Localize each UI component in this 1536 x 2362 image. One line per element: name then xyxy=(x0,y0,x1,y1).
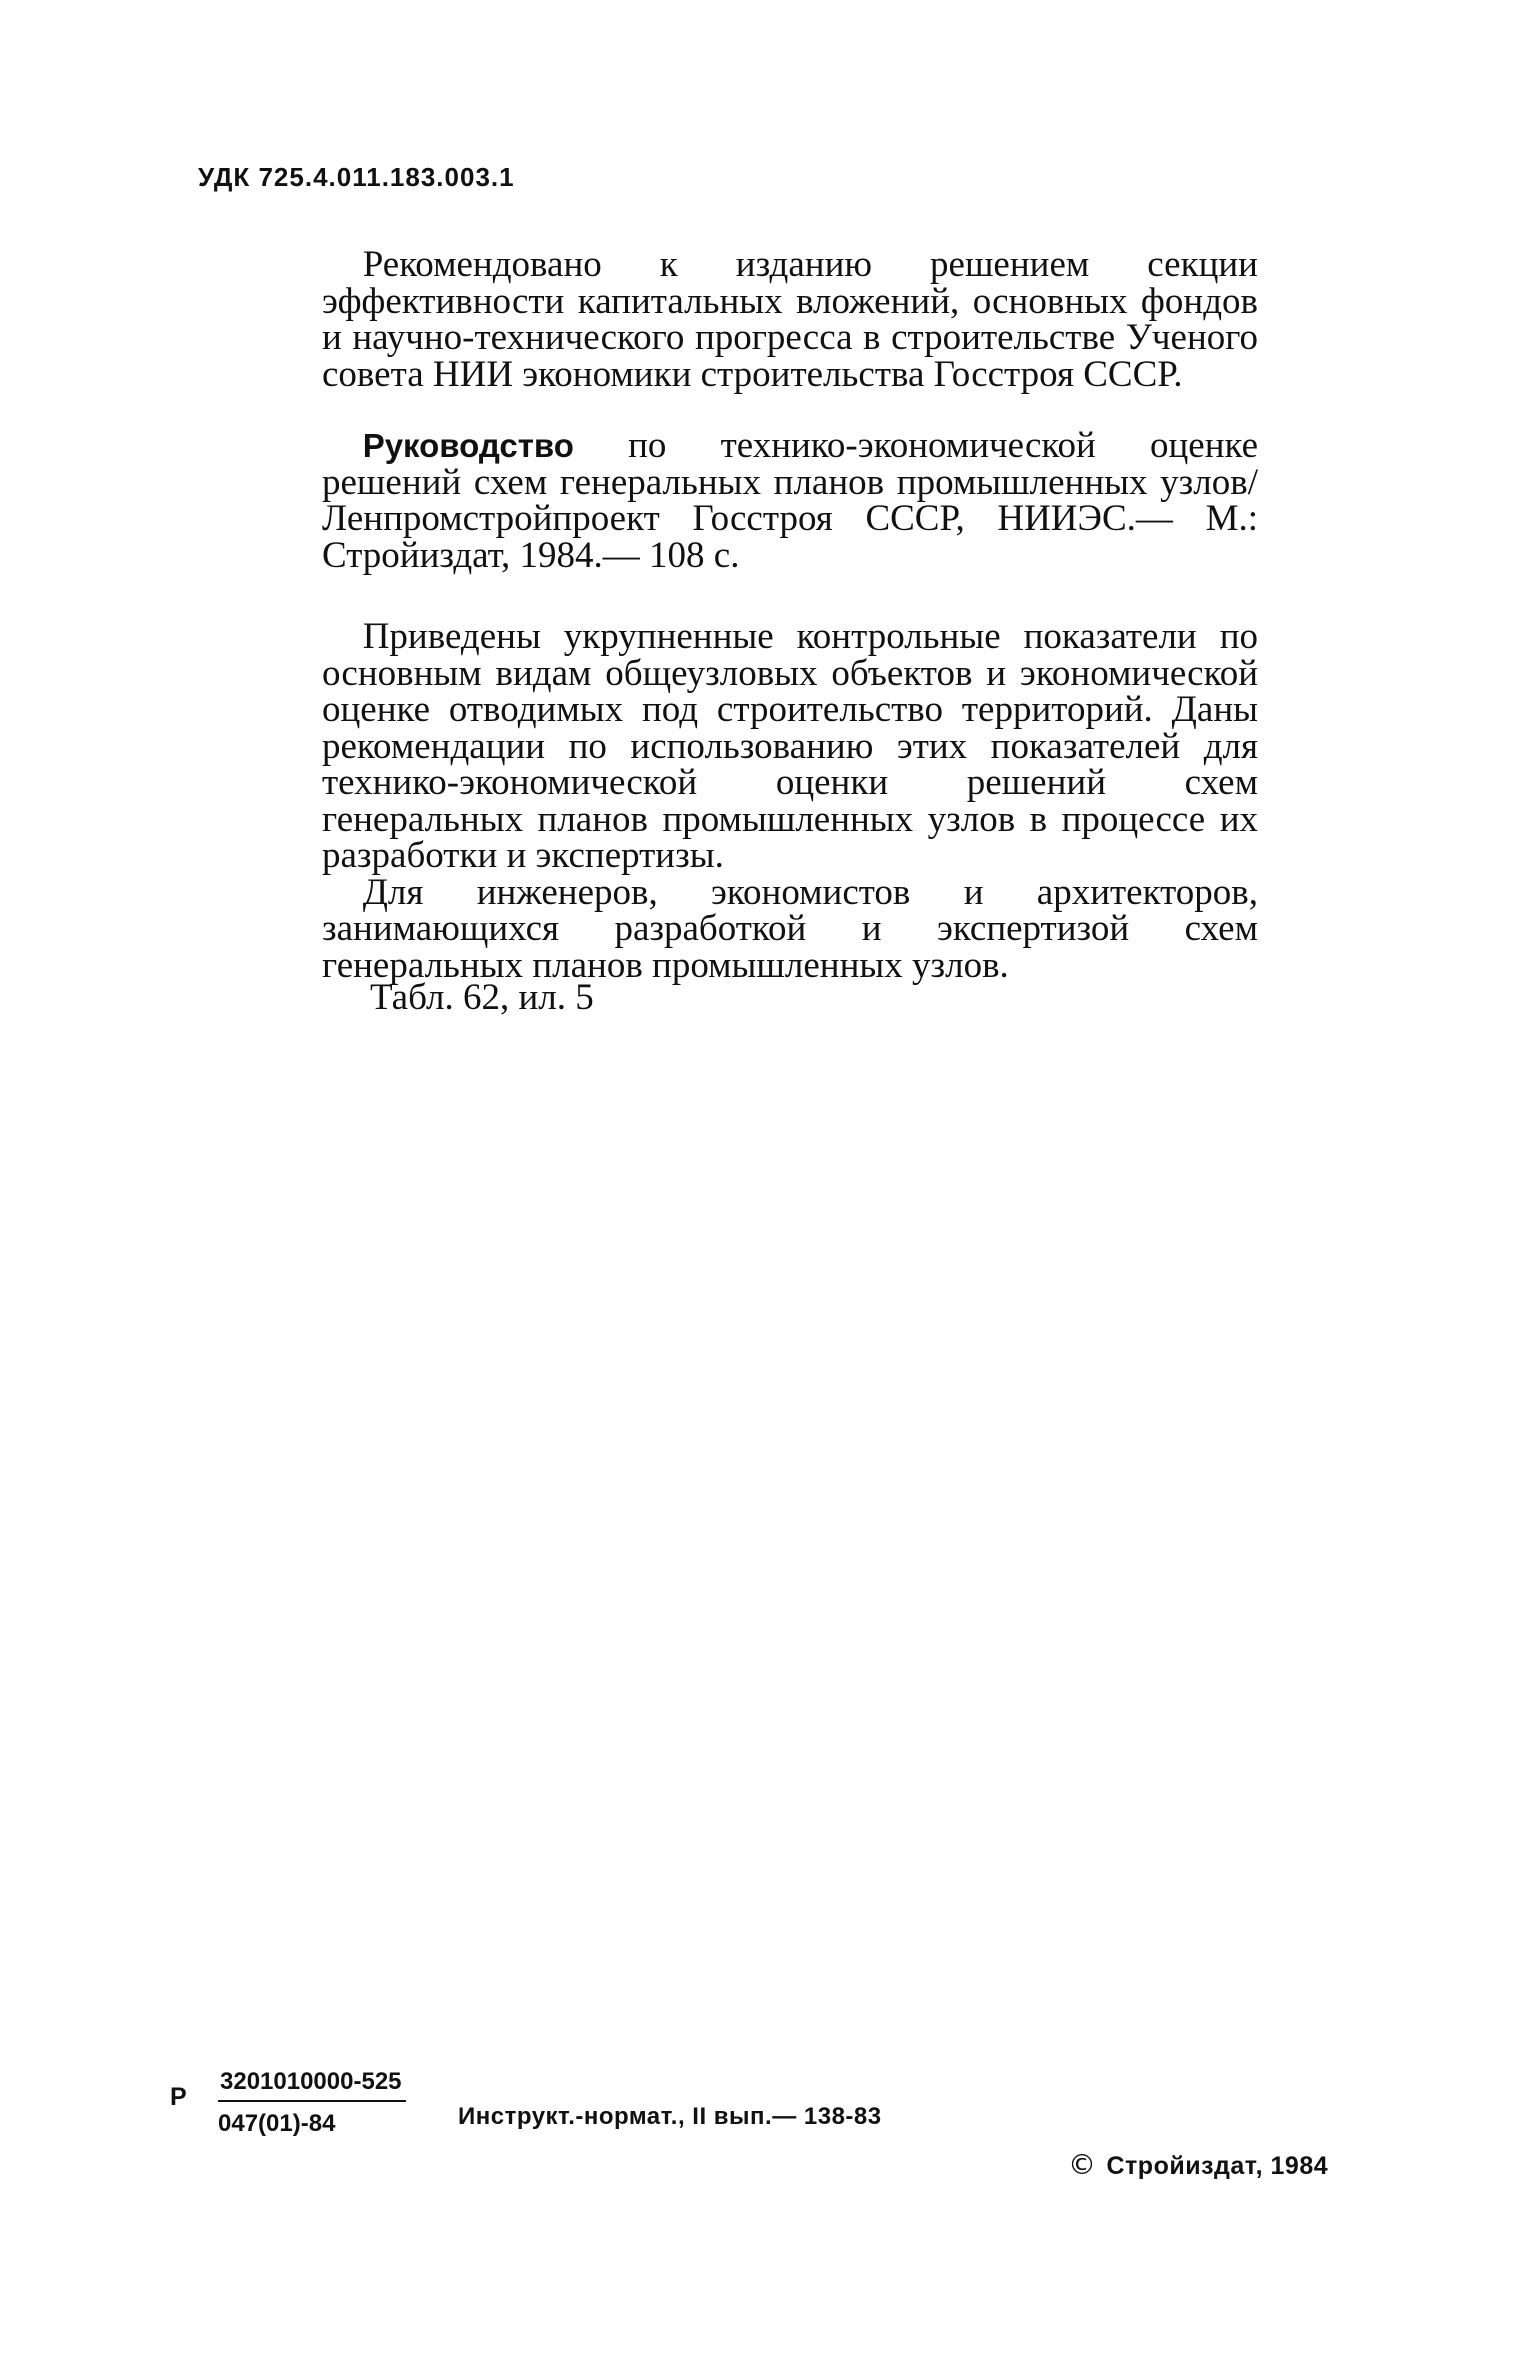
copyright-icon: © xyxy=(1068,2148,1097,2181)
annotation-paragraph-1: Приведены укрупненные контрольные показатели по основным видам общеузловых объектов и экономической оценке отводимых под строительство территорий. Даны рекомендации по использованию этих показателей для технико-экономической оценки решений схем генеральных планов промышленных узлов в процессе их разработки и экспертизы. xyxy=(322,616,1258,876)
recommendation-text: Рекомендовано к изданию решением секции эффективности капитальных вложений, основных фондов и научно-технического прогресса в строительстве Ученого совета НИИ экономики строительства Госстроя СССР. xyxy=(322,244,1258,395)
udc-code: УДК 725.4.011.183.003.1 xyxy=(198,162,515,192)
copyright-line xyxy=(1068,2148,1328,2181)
recommendation-block xyxy=(322,244,1258,395)
imprint-code-fraction xyxy=(218,2068,406,2138)
bibliographic-record xyxy=(322,425,1258,576)
bibliographic-details: по технико-экономической оценке решений схем генеральных планов промышленных узлов/Ленпромстройпроект Госстроя СССР, НИИЭС.— М.: Стройиздат, 1984.— 108 с. xyxy=(322,425,1258,576)
annotation-block xyxy=(322,616,1258,986)
tables-figures-count: Табл. 62, ил. 5 xyxy=(370,977,594,1018)
imprint-code-denominator: 047(01)-84 xyxy=(218,2110,336,2137)
imprint-instruction: Инструкт.-нормат., II вып.— 138-83 xyxy=(458,2103,882,2130)
imprint-code-numerator: 3201010000-525 xyxy=(218,2068,406,2102)
bibliographic-title-lead: Руководство xyxy=(362,427,574,464)
copyright-text: Стройиздат, 1984 xyxy=(1106,2152,1329,2180)
annotation-paragraph-2: Для инженеров, экономистов и архитекторов, занимающихся разработкой и экспертизой схем генеральных планов промышленных узлов. xyxy=(322,871,1258,986)
imprint-letter: Р xyxy=(170,2083,187,2111)
